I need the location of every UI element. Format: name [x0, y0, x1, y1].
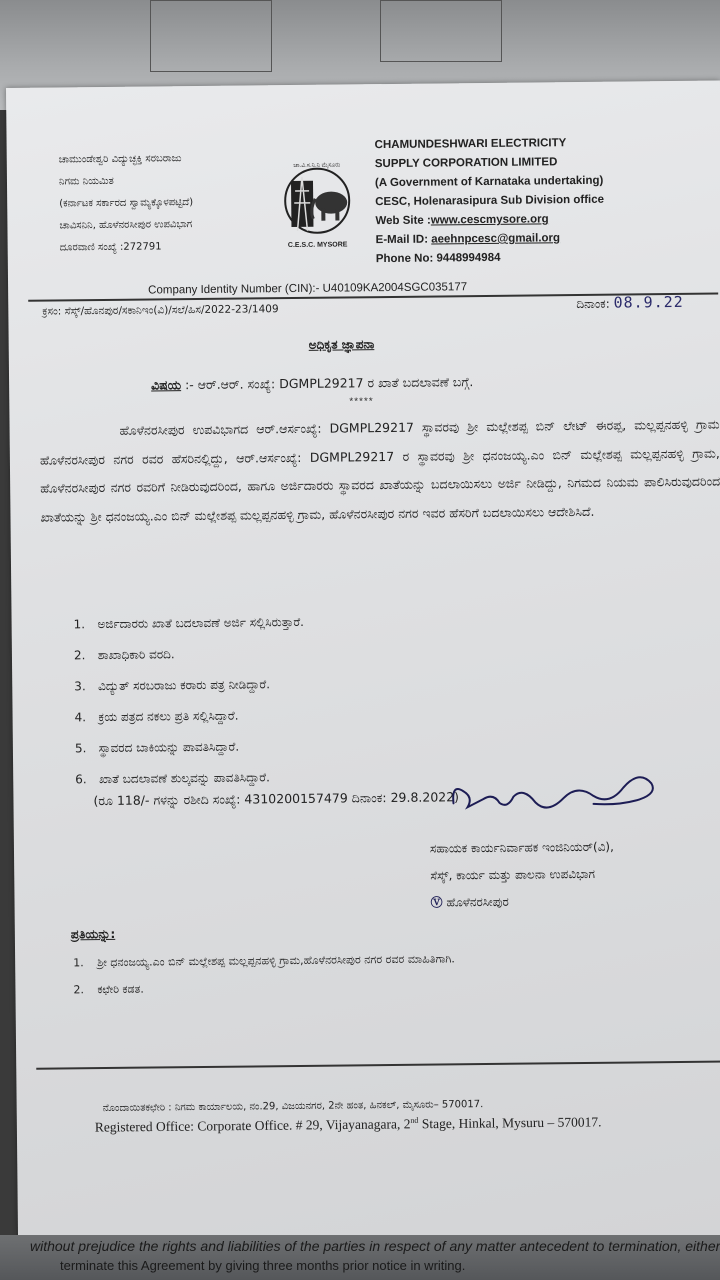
item-text: ಕ್ರಯ ಪತ್ರದ ನಕಲು ಪ್ರತಿ ಸಲ್ಲಿಸಿದ್ದಾರೆ. — [98, 708, 239, 725]
initials-mark-icon: Ⓥ — [430, 895, 443, 910]
phone-number: Phone No: 9448994984 — [375, 251, 501, 266]
item-number: 3. — [74, 679, 86, 694]
signatory-department: ಸೆಸ್ಕ್, ಕಾರ್ಯ ಮತ್ತು ಪಾಲನಾ ಉಪವಿಭಾಗ — [430, 866, 596, 883]
memo-document — [6, 81, 720, 1248]
kannada-letterhead — [59, 148, 194, 259]
item-text: ಖಾತೆ ಬದಲಾವಣೆ ಶುಲ್ಕವನ್ನು ಪಾವತಿಸಿದ್ದಾರೆ. — [98, 770, 270, 787]
signatory-location — [430, 888, 614, 917]
date-value: 08.9.22 — [613, 292, 684, 312]
item-text: ಶ್ರೀ ಧನಂಜಯ್ಯ.ಎಂ ಬಿನ್ ಮಲ್ಲೇಶಪ್ಪ ಮಲ್ಲಪ್ಪನಹಳ್ಳಿ ಗ್ರಾಮ,ಹೊಳೆನರಸೀಪುರ ನಗರ ರವರ ಮಾಹಿತಿಗಾಗಿ. — [97, 952, 455, 970]
list-item — [73, 972, 455, 1003]
agreement-text-line: terminate this Agreement by giving three months prior notice in writing. — [60, 1258, 466, 1273]
email-line — [376, 229, 605, 250]
item-number: 4. — [74, 710, 87, 725]
email-label: E-Mail ID: — [375, 233, 429, 247]
signatory-block — [430, 834, 615, 917]
email-link[interactable]: aeehnpcesc@gmail.org — [431, 232, 561, 246]
item-number: 5. — [74, 741, 87, 756]
subject-line — [151, 374, 473, 393]
website-link[interactable]: www.cescmysore.org — [430, 213, 549, 227]
document-title: ಅಧಿಕೃತ ಜ್ಞಾಪನಾ — [308, 337, 375, 352]
item-text: ಕಛೇರಿ ಕಡತ. — [97, 982, 144, 997]
background-form-box — [150, 0, 272, 72]
receipt-details: (ರೂ 118/- ಗಳನ್ನು ರಶೀದಿ ಸಂಖ್ಯೆ: 4310200157479 ದಿನಾಂಕ: 29.8.2022) — [93, 789, 460, 809]
date-field — [576, 293, 684, 312]
footer-divider — [36, 1061, 720, 1070]
list-item — [73, 945, 455, 976]
copies-heading: ಪ್ರತಿಯನ್ನು: — [70, 926, 116, 942]
list-item — [73, 607, 304, 640]
company-name-line2: SUPPLY CORPORATION LIMITED — [374, 156, 558, 171]
kannada-line: ದೂರವಾಣಿ ಸಂಖ್ಯೆ :272791 — [59, 241, 162, 254]
footer-address-part: Stage, Hinkal, Mysuru – 570017. — [418, 1114, 602, 1132]
kannada-line: ಚಾಮುಂಡೇಶ್ವರಿ ವಿದ್ಯುಚ್ಛಕ್ತಿ ಸರಬರಾಜು — [58, 153, 182, 166]
handwritten-signature — [443, 761, 674, 833]
kannada-line: ಚಾವಿಸನಿನಿ, ಹೊಳೆನರಸೀಪುರ ಉಪವಿಭಾಗ — [59, 219, 193, 232]
subject-text: :- ಆರ್.ಆರ್. ಸಂಖ್ಯೆ: DGMPL29217 ರ ಖಾತೆ ಬದಲಾವಣೆ ಬಗ್ಗೆ. — [184, 374, 474, 393]
list-item — [74, 638, 305, 671]
item-text: ಅರ್ಜಿದಾರರು ಖಾತೆ ಬದಲಾವಣೆ ಅರ್ಜಿ ಸಲ್ಲಿಸಿರುತ್ತಾರೆ. — [97, 614, 305, 632]
kannada-line: ನಿಗಮ ನಿಯಮಿತ — [58, 175, 114, 188]
background-form-box — [380, 0, 502, 62]
company-status: (A Government of Karnataka undertaking) — [374, 174, 604, 190]
company-name-line1: CHAMUNDESHWARI ELECTRICITY — [374, 137, 567, 152]
signatory-title: ಸಹಾಯಕ ಕಾರ್ಯನಿರ್ವಾಹಕ ಇಂಜಿನಿಯರ್(ವಿ), — [429, 839, 614, 856]
item-text: ಸ್ಥಾವರದ ಬಾಕಿಯನ್ನು ಪಾವತಿಸಿದ್ದಾರೆ. — [98, 739, 240, 756]
memo-body: ಹೊಳೆನರಸೀಪುರ ಉಪವಿಭಾಗದ ಆರ್.ಆರ್ಸಂಖ್ಯೆ: DGMPL29217 ಸ್ಥಾವರವು ಶ್ರೀ ಮಲ್ಲೇಶಪ್ಪ ಬಿನ್ ಲೇಟ್ ಈರಪ್ಪ, ಮಲ್ಲಪ್ಪನಹಳ್ಳಿ ಗ್ರಾಮ ಹೊಳೆನರಸೀಪುರ ನಗರ ರವರ ಹೆಸರಿನಲ್ಲಿದ್ದು, ಆರ್.ಆರ್ಸಂಖ್ಯೆ: DGMPL29217 ರ ಸ್ಥಾವರವು ಶ್ರೀ ಧನಂಜಯ್ಯ.ಎಂ ಬಿನ್ ಮಲ್ಲೇಶಪ್ಪ ಮಲ್ಲಪ್ಪನಹಳ್ಳಿ ಗ್ರಾಮ, ಹೊಳೆನರಸೀಪುರ ನಗರ ರವರಿಗೆ ನೀಡಿರುವುದರಿಂದ, ಹಾಗೂ ಅರ್ಜಿದಾರರು ಸ್ಥಾವರದ ಖಾತೆಯನ್ನು ಬದಲಾಯಿಸಲು ಅರ್ಜಿ ನೀಡಿದ್ದು, ನಿಗಮದ ನಿಯಮ ಪಾಲಿಸಿರುವುದರಿಂದ ಖಾತೆಯನ್ನು ಶ್ರೀ ಧನಂಜಯ್ಯ.ಎಂ ಬಿನ್ ಮಲ್ಲೇಶಪ್ಪ ಮಲ್ಲಪ್ಪನಹಳ್ಳಿ ಗ್ರಾಮ, ಹೊಳೆನರಸೀಪುರ ನಗರ ಇವರ ಹೆಸರಿಗೆ ಬದಲಾಯಿಸಲು ಆದೇಶಿಸಿದೆ. — [39, 416, 720, 525]
list-item — [74, 669, 305, 702]
website-label: Web Site : — [375, 214, 431, 228]
footer-address-part: Registered Office: Corporate Office. # 29, Vijayanagara, 2 — [94, 1116, 411, 1135]
list-item — [75, 731, 306, 764]
reference-number: ಕ್ರಸಂ: ಸೆಸ್ಕ್/ಹೊನಪುರ/ಸಕಾನಿಇಂ(ವಿ)/ಸಲೆ/ಹಿಸ/2022-23/1409 — [42, 303, 279, 318]
separator-stars: ***** — [349, 396, 374, 408]
logo-text-bottom: C.E.S.C. MYSORE — [287, 241, 348, 250]
company-cin: Company Identity Number (CIN):- U40109KA2004SGC035177 — [148, 281, 468, 297]
kannada-line: (ಕರ್ನಾಟಕ ಸರ್ಕಾರದ ಸ್ವಾಮ್ಯಕ್ಕೊಳಪಟ್ಟಿದೆ) — [59, 197, 194, 210]
logo-text-top: ಚಾ.ವಿ.ಸ.ನಿ.ನಿ ಮೈಸೂರು — [293, 162, 341, 169]
item-text: ವಿದ್ಯುತ್ ಸರಬರಾಜು ಕರಾರು ಪತ್ರ ನೀಡಿದ್ದಾರೆ. — [98, 677, 271, 694]
item-number: 1. — [73, 617, 86, 632]
copies-list — [73, 945, 455, 1003]
item-number: 2. — [73, 648, 86, 663]
footer-kannada-address: ನೊಂದಾಯಿತಕಛೇರಿ : ನಿಗಮ ಕಾರ್ಯಾಲಯ, ನಂ.29, ವಿಜಯನಗರ, 2ನೇ ಹಂತ, ಹಿನಕಲ್, ಮೈಸೂರು– 570017. — [102, 1099, 484, 1115]
item-number: 1. — [73, 956, 84, 970]
document-checklist — [73, 607, 305, 795]
agreement-text-line: without prejudice the rights and liabilities of the parties in respect of any matter antecedent to termination, either — [30, 1238, 720, 1254]
footer-english-address — [95, 1114, 602, 1136]
item-number: 6. — [75, 772, 87, 787]
english-letterhead — [375, 134, 605, 269]
subject-label: ವಿಷಯ — [151, 377, 182, 393]
date-label: ದಿನಾಂಕ: — [576, 296, 610, 312]
list-item — [74, 700, 305, 733]
office-name: CESC, Holenarasipura Sub Division office — [375, 193, 605, 209]
footer-address-sup: nd — [410, 1115, 419, 1125]
item-text: ಶಾಖಾಧಿಕಾರಿ ವರದಿ. — [97, 647, 175, 663]
cesc-logo-icon — [269, 154, 366, 251]
website-line — [375, 210, 604, 231]
signatory-location-text: ಹೊಳೆನರಸೀಪುರ — [446, 894, 509, 910]
item-number: 2. — [73, 983, 85, 997]
